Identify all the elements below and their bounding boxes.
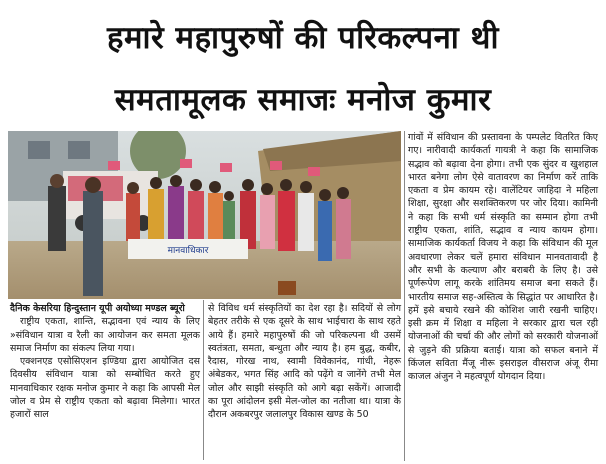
- rally-photo-illustration: [8, 131, 401, 299]
- paragraph: राष्ट्रीय एकता, शान्ति, सद्भावना एवं न्याय के लिए »संविधान यात्रा व रैली का आयोजन कर समता मूलक समाज निर्माण का संकल्प लिया गया।: [10, 316, 200, 354]
- paragraph: से विविध धर्म संस्कृतियों का देश रहा है। सदियों से लोग बेहतर तरीके से एक दूसरे के साथ भाईचारा के साथ रहते आये हैं। हमारे महापुरुषों की जो परिकल्पना थी उसमें स्वतंत्रता, समता, बन्धुता और न्याय है। हम बुद्ध, कबीर, रैदास, गोरख नाथ, स्वामी विवेकानंद, गांधी, नेहरू अंबेडकर, भगत सिंह आदि को पढ़ेंगे व जानेंगे तभी मेल जोल और साझी संस्कृति को आगे बढ़ा सकेंगें। आजादी का पूरा आंदोलन इसी मेल-जोल का नतीजा था। यात्रा के दौरान अकबरपुर जलालपुर विकास खण्ड के 50: [208, 303, 401, 421]
- headline-line-1: हमारे महापुरुषों की परिकल्पना थी: [107, 20, 499, 56]
- column-divider: [203, 300, 204, 460]
- banner-text: मानवाधिकार: [167, 246, 209, 256]
- headline-line-2: समतामूलक समाजः मनोज कुमार: [114, 82, 492, 118]
- rally-photo: [8, 131, 401, 299]
- article-column-1: [10, 302, 200, 422]
- article-column-2: [208, 302, 401, 422]
- byline: दैनिक केसरिया हिन्दुस्तान यूपी अयोध्या मण्डल ब्यूरो: [10, 303, 185, 314]
- paragraph: गांवों में संविधान की प्रस्तावना के पम्पलेट वितरित किए गए। नारीवादी कार्यकर्ता गायत्री ने कहा कि सामाजिक सद्भाव को बढ़ावा देना होगा। तभी एक सुंदर व खुशहाल भारत बनेगा लोग ऐसे वातावरण का निर्माण करें ताकि एकता व प्रेम कायम रहे। वालेंटियर जाहिदा ने महिला शिक्षा, सुरक्षा और सशक्तिकरण पर जोर दिया। कामिनी ने कहा कि सभी धर्म संस्कृति का सम्मान होगा तभी राष्ट्रीय एकता, शांति, सद्भाव व न्याय कायम होगा। सामाजिक कार्यकर्ता विजय ने कहा कि संविधान की मूल अवधारणा लेकर चलें हमारा संविधान मानवतावादी है और सभी के कल्याण और बराबरी के लिए है। उसे पूर्णरूपेण लागू करके शांतिमय समाज बना सकते हैं। भारतीय समाज सह-अस्तित्व के सिद्धांत पर आधारित है। हमें इसे बचाये रखने की कोशिश जारी रखनी चाहिए। इसी क्रम में शिक्षा व महिला ने सरकार द्वारा चल रही योजनाओं की चर्चा की और लोगों को सरकारी योजनाओं से जुड़ने की प्रक्रिया बताई। यात्रा को सफल बनाने में किंजल सविता मैंजू नीरू इसराइल वीसराज अंजू रीमा काजल अंजुन ने महत्वपूर्ण योगदान दिया।: [408, 132, 598, 383]
- column-divider: [404, 131, 405, 461]
- article-column-3: [408, 131, 598, 384]
- paragraph: एक्शनएड एसोसिएशन इण्डिया द्वारा आयोजित दस दिवसीय संविधान यात्रा को सम्बोधित करते हुए मानवाधिकार रक्षक मनोज कुमार ने कहा कि आपसी मेल जोल व प्रेम से राष्ट्रीय एकता को बढ़ावा मिलेगा। भारत हजारों साल: [10, 356, 200, 421]
